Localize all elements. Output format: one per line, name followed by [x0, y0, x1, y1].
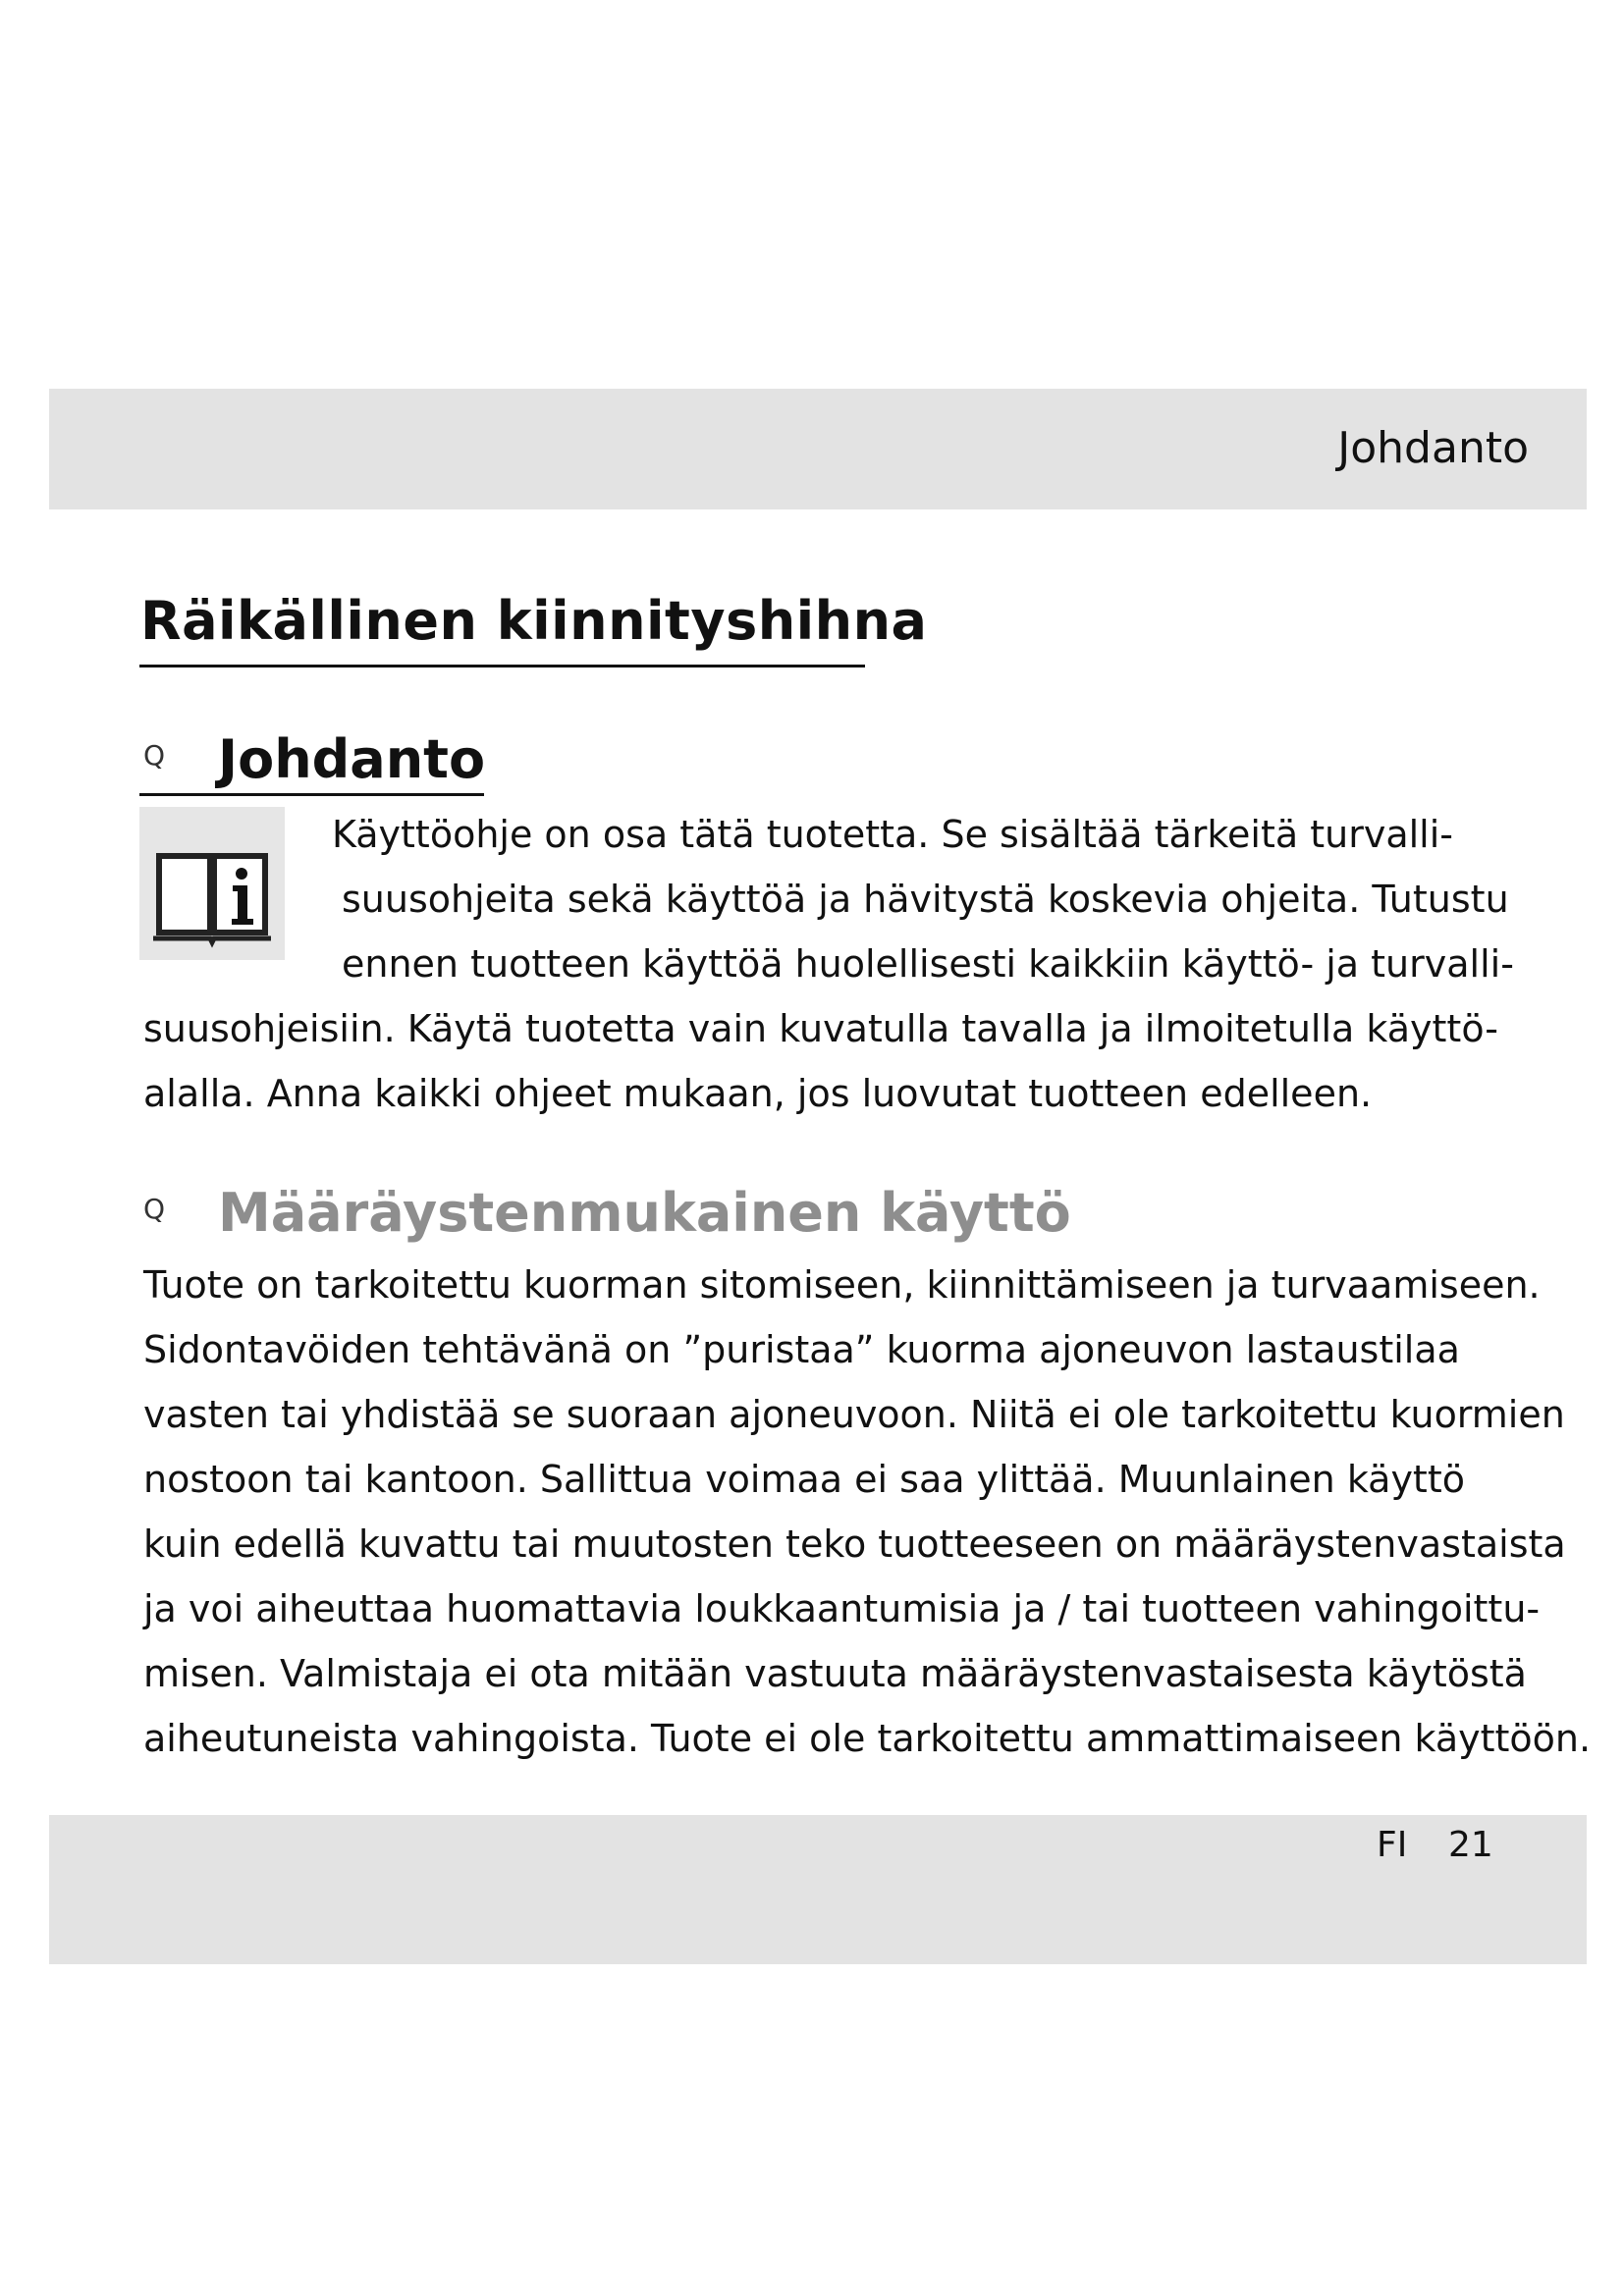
introduction-paragraph: [143, 802, 1518, 1126]
header-section-label: Johdanto: [1337, 423, 1529, 473]
section-marker: Q: [143, 739, 166, 772]
footer-language-code: FI: [1377, 1825, 1408, 1865]
paragraph-line: Käyttöohje on osa tätä tuotetta. Se sisältää tärkeitä turvalli-: [332, 813, 1454, 856]
paragraph-line: ja voi aiheuttaa huomattavia loukkaantumisia ja / tai tuotteen vahingoittu-: [143, 1587, 1541, 1630]
paragraph-line: nostoon tai kantoon. Sallittua voimaa ei saa ylittää. Muunlainen käyttö: [143, 1458, 1465, 1501]
paragraph-line: ennen tuotteen käyttöä huolellisesti kaikkiin käyttö- ja turvalli-: [342, 942, 1514, 986]
section-title-johdanto: Johdanto: [218, 728, 486, 790]
footer-page-number: 21: [1448, 1825, 1493, 1865]
document-title: Räikällinen kiinnityshihna: [140, 590, 928, 652]
section-marker: Q: [143, 1193, 166, 1225]
section-title-intended-use: Määräystenmukainen käyttö: [218, 1182, 1071, 1244]
section-title-underline: [139, 793, 484, 796]
intended-use-paragraph: [143, 1253, 1592, 1771]
paragraph-line: Sidontavöiden tehtävänä on ”puristaa” kuorma ajoneuvon lastaustilaa: [143, 1328, 1460, 1371]
paragraph-line: vasten tai yhdistää se suoraan ajoneuvoon. Niitä ei ole tarkoitettu kuormien: [143, 1393, 1565, 1436]
paragraph-line: suusohjeisiin. Käytä tuotetta vain kuvatulla tavalla ja ilmoitetulla käyttö-: [143, 1007, 1498, 1050]
paragraph-line: suusohjeita sekä käyttöä ja hävitystä koskevia ohjeita. Tutustu: [342, 878, 1509, 921]
paragraph-line: kuin edellä kuvattu tai muutosten teko tuotteeseen on määräystenvastaista: [143, 1522, 1566, 1566]
paragraph-line: misen. Valmistaja ei ota mitään vastuuta määräystenvastaisesta käytöstä: [143, 1652, 1527, 1695]
paragraph-line: Tuote on tarkoitettu kuorman sitomiseen, kiinnittämiseen ja turvaamiseen.: [143, 1263, 1541, 1307]
paragraph-line: aiheutuneista vahingoista. Tuote ei ole tarkoitettu ammattimaiseen käyttöön.: [143, 1717, 1592, 1760]
title-underline: [139, 665, 865, 667]
paragraph-line: alalla. Anna kaikki ohjeet mukaan, jos luovutat tuotteen edelleen.: [143, 1072, 1373, 1115]
footer-band: [49, 1815, 1587, 1964]
